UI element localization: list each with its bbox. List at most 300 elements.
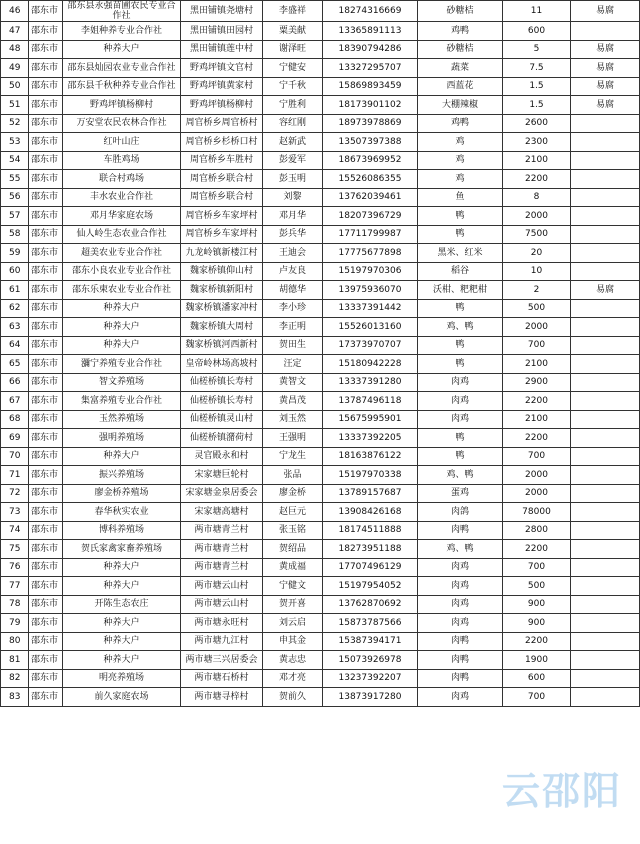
cell-quantity: 78000: [503, 503, 571, 522]
cell-location: 两市塘青兰村: [181, 521, 263, 540]
table-row: [1, 577, 640, 596]
cell-contact-name: 宁千秋: [263, 77, 323, 96]
cell-location: 宋家塘金泉居委会: [181, 484, 263, 503]
cell-organization-name: 强明养殖场: [63, 429, 181, 448]
cell-contact-name: 李盛祥: [263, 1, 323, 22]
cell-product: 肉鸡: [418, 392, 503, 411]
cell-note: [571, 244, 640, 263]
cell-organization-name: 联合村鸡场: [63, 170, 181, 189]
cell-note: [571, 484, 640, 503]
cell-phone-number: 15869893459: [323, 77, 418, 96]
cell-row-number: 59: [1, 244, 29, 263]
cell-city: 邵东市: [29, 503, 63, 522]
cell-organization-name: 贺氏家禽家畜养殖场: [63, 540, 181, 559]
cell-product: 肉鸭: [418, 521, 503, 540]
cell-contact-name: 彭爱军: [263, 151, 323, 170]
cell-row-number: 60: [1, 262, 29, 281]
cell-quantity: 2200: [503, 392, 571, 411]
cell-organization-name: 博科养殖场: [63, 521, 181, 540]
cell-quantity: 2200: [503, 632, 571, 651]
cell-row-number: 73: [1, 503, 29, 522]
cell-city: 邵东市: [29, 59, 63, 78]
cell-row-number: 70: [1, 447, 29, 466]
table-row: [1, 151, 640, 170]
cell-phone-number: 13337391442: [323, 299, 418, 318]
table-row: [1, 336, 640, 355]
cell-product: 稻谷: [418, 262, 503, 281]
cell-contact-name: 谢泽旺: [263, 40, 323, 59]
cell-organization-name: 种养大户: [63, 614, 181, 633]
cell-note: [571, 669, 640, 688]
cell-location: 仙槎桥镇长寿村: [181, 392, 263, 411]
cell-product: 西蓝花: [418, 77, 503, 96]
cell-row-number: 58: [1, 225, 29, 244]
cell-phone-number: 13762039461: [323, 188, 418, 207]
cell-city: 邵东市: [29, 207, 63, 226]
cell-phone-number: 15387394171: [323, 632, 418, 651]
cell-phone-number: 15873787566: [323, 614, 418, 633]
cell-product: 鸭: [418, 336, 503, 355]
cell-contact-name: 宁健安: [263, 59, 323, 78]
cell-row-number: 82: [1, 669, 29, 688]
cell-note: [571, 503, 640, 522]
table-row: [1, 540, 640, 559]
cell-phone-number: 15197954052: [323, 577, 418, 596]
cell-quantity: 1900: [503, 651, 571, 670]
cell-phone-number: 17707496129: [323, 558, 418, 577]
cell-row-number: 68: [1, 410, 29, 429]
cell-location: 魏家桥镇潘家冲村: [181, 299, 263, 318]
cell-row-number: 62: [1, 299, 29, 318]
cell-row-number: 49: [1, 59, 29, 78]
cell-organization-name: 邓月华家庭农场: [63, 207, 181, 226]
cell-contact-name: 彭玉明: [263, 170, 323, 189]
table-row: [1, 1, 640, 22]
cell-phone-number: 18173901102: [323, 96, 418, 115]
cell-quantity: 2100: [503, 355, 571, 374]
cell-note: [571, 114, 640, 133]
cell-phone-number: 17373970707: [323, 336, 418, 355]
cell-note: [571, 632, 640, 651]
cell-product: 肉鸡: [418, 558, 503, 577]
table-row: [1, 595, 640, 614]
cell-location: 宋家塘高塘村: [181, 503, 263, 522]
table-row: [1, 410, 640, 429]
table-row: [1, 614, 640, 633]
cell-product: 鸡: [418, 133, 503, 152]
cell-location: 两市塘三兴居委会: [181, 651, 263, 670]
cell-quantity: 700: [503, 688, 571, 707]
table-row: [1, 355, 640, 374]
cell-quantity: 2100: [503, 410, 571, 429]
cell-quantity: 600: [503, 22, 571, 41]
cell-quantity: 5: [503, 40, 571, 59]
cell-location: 野鸡坪镇杨柳村: [181, 96, 263, 115]
cell-city: 邵东市: [29, 614, 63, 633]
cell-row-number: 77: [1, 577, 29, 596]
cell-contact-name: 张品: [263, 466, 323, 485]
cell-phone-number: 13762870692: [323, 595, 418, 614]
cell-note: [571, 429, 640, 448]
cell-row-number: 81: [1, 651, 29, 670]
cell-quantity: 20: [503, 244, 571, 263]
cell-row-number: 47: [1, 22, 29, 41]
cell-product: 鱼: [418, 188, 503, 207]
cell-city: 邵东市: [29, 96, 63, 115]
cell-row-number: 78: [1, 595, 29, 614]
cell-location: 两市塘云山村: [181, 577, 263, 596]
cell-phone-number: 15180942228: [323, 355, 418, 374]
cell-product: 鸡: [418, 170, 503, 189]
table-row: [1, 96, 640, 115]
cell-product: 肉鸭: [418, 651, 503, 670]
cell-phone-number: 18973978869: [323, 114, 418, 133]
table-row: [1, 188, 640, 207]
cell-city: 邵东市: [29, 392, 63, 411]
cell-product: 黑米、红米: [418, 244, 503, 263]
cell-location: 仙槎桥镇潴荷村: [181, 429, 263, 448]
cell-product: 鸭: [418, 207, 503, 226]
cell-organization-name: 种养大户: [63, 632, 181, 651]
cell-contact-name: 赵新武: [263, 133, 323, 152]
cell-contact-name: 粟美献: [263, 22, 323, 41]
cell-quantity: 7500: [503, 225, 571, 244]
cell-product: 砂糖桔: [418, 1, 503, 22]
cell-phone-number: 15197970338: [323, 466, 418, 485]
table-row: [1, 22, 640, 41]
cell-contact-name: 黄昌茂: [263, 392, 323, 411]
table-row: [1, 632, 640, 651]
cell-location: 两市塘永旺村: [181, 614, 263, 633]
cell-organization-name: 邵东小良农业专业合作社: [63, 262, 181, 281]
cell-city: 邵东市: [29, 188, 63, 207]
table-row: [1, 225, 640, 244]
cell-product: 鸡、鸭: [418, 318, 503, 337]
cell-organization-name: 智文养殖场: [63, 373, 181, 392]
cell-contact-name: 宁龙生: [263, 447, 323, 466]
cell-city: 邵东市: [29, 484, 63, 503]
cell-product: 肉鸡: [418, 688, 503, 707]
cell-note: [571, 392, 640, 411]
cell-phone-number: 18273951188: [323, 540, 418, 559]
cell-organization-name: 瀰宁养殖专业合作社: [63, 355, 181, 374]
cell-contact-name: 彭兵华: [263, 225, 323, 244]
cell-organization-name: 开陈生态农庄: [63, 595, 181, 614]
cell-phone-number: 18174511888: [323, 521, 418, 540]
cell-city: 邵东市: [29, 281, 63, 300]
cell-contact-name: 赵巨元: [263, 503, 323, 522]
cell-city: 邵东市: [29, 540, 63, 559]
table-row: [1, 447, 640, 466]
cell-city: 邵东市: [29, 651, 63, 670]
cell-organization-name: 种养大户: [63, 651, 181, 670]
cell-product: 鸭: [418, 355, 503, 374]
cell-organization-name: 种养大户: [63, 299, 181, 318]
cell-note: [571, 521, 640, 540]
cell-note: [571, 170, 640, 189]
cell-quantity: 2000: [503, 318, 571, 337]
cell-quantity: 700: [503, 558, 571, 577]
cell-row-number: 52: [1, 114, 29, 133]
cell-organization-name: 红叶山庄: [63, 133, 181, 152]
table-row: [1, 392, 640, 411]
cell-location: 魏家桥镇大周村: [181, 318, 263, 337]
cell-contact-name: 贺开喜: [263, 595, 323, 614]
cell-city: 邵东市: [29, 318, 63, 337]
cell-note: [571, 336, 640, 355]
cell-quantity: 500: [503, 299, 571, 318]
cell-contact-name: 张玉铭: [263, 521, 323, 540]
cell-quantity: 900: [503, 614, 571, 633]
cell-product: 鸭: [418, 447, 503, 466]
cell-product: 肉鸡: [418, 595, 503, 614]
cell-location: 野鸡坪镇黄家村: [181, 77, 263, 96]
table-row: [1, 262, 640, 281]
cell-product: 肉鸡: [418, 614, 503, 633]
cell-location: 九龙岭镇新楼江村: [181, 244, 263, 263]
cell-phone-number: 13787496118: [323, 392, 418, 411]
cell-note: 易腐: [571, 59, 640, 78]
cell-location: 仙槎桥镇灵山村: [181, 410, 263, 429]
cell-row-number: 75: [1, 540, 29, 559]
table-row: [1, 466, 640, 485]
table-row: [1, 299, 640, 318]
cell-organization-name: 春华秋实农业: [63, 503, 181, 522]
cell-note: [571, 373, 640, 392]
cell-row-number: 71: [1, 466, 29, 485]
table-row: [1, 521, 640, 540]
cell-quantity: 2000: [503, 207, 571, 226]
cell-city: 邵东市: [29, 244, 63, 263]
cell-contact-name: 邓月华: [263, 207, 323, 226]
cell-city: 邵东市: [29, 22, 63, 41]
cell-quantity: 2600: [503, 114, 571, 133]
table-row: [1, 651, 640, 670]
table-row: [1, 207, 640, 226]
watermark-logo: 云邵阳: [501, 769, 622, 813]
cell-contact-name: 王迪会: [263, 244, 323, 263]
cell-contact-name: 宁胜利: [263, 96, 323, 115]
cell-organization-name: 廖金桥养殖场: [63, 484, 181, 503]
cell-location: 魏家桥镇新阳村: [181, 281, 263, 300]
cell-city: 邵东市: [29, 40, 63, 59]
cell-note: [571, 355, 640, 374]
cell-city: 邵东市: [29, 151, 63, 170]
cell-city: 邵东市: [29, 373, 63, 392]
table-row: [1, 59, 640, 78]
cell-quantity: 2000: [503, 466, 571, 485]
table-row: [1, 373, 640, 392]
cell-note: 易腐: [571, 281, 640, 300]
table-row: [1, 558, 640, 577]
cell-note: [571, 540, 640, 559]
cell-phone-number: 18274316669: [323, 1, 418, 22]
cell-phone-number: 13327295707: [323, 59, 418, 78]
cell-quantity: 1.5: [503, 77, 571, 96]
table-row: [1, 281, 640, 300]
cell-product: 蛋鸡: [418, 484, 503, 503]
cell-row-number: 74: [1, 521, 29, 540]
table-body: [1, 1, 640, 707]
cell-location: 两市塘云山村: [181, 595, 263, 614]
cell-product: 肉鸡: [418, 410, 503, 429]
table-row: [1, 503, 640, 522]
cell-row-number: 61: [1, 281, 29, 300]
cell-city: 邵东市: [29, 133, 63, 152]
cell-contact-name: 容红刚: [263, 114, 323, 133]
cell-quantity: 2100: [503, 151, 571, 170]
cell-note: [571, 688, 640, 707]
cell-organization-name: 野鸡坪镇杨柳村: [63, 96, 181, 115]
cell-city: 邵东市: [29, 521, 63, 540]
cell-quantity: 2300: [503, 133, 571, 152]
cell-product: 鸡鸭: [418, 114, 503, 133]
cell-row-number: 76: [1, 558, 29, 577]
cell-location: 仙槎桥镇长寿村: [181, 373, 263, 392]
cell-note: [571, 188, 640, 207]
cell-row-number: 80: [1, 632, 29, 651]
cell-contact-name: 黄智文: [263, 373, 323, 392]
cell-location: 魏家桥镇仰山村: [181, 262, 263, 281]
cell-location: 周官桥乡联合村: [181, 170, 263, 189]
cell-row-number: 50: [1, 77, 29, 96]
cell-city: 邵东市: [29, 336, 63, 355]
cell-quantity: 2: [503, 281, 571, 300]
cell-organization-name: 李姐种养专业合作社: [63, 22, 181, 41]
cell-note: [571, 614, 640, 633]
cell-contact-name: 贺前久: [263, 688, 323, 707]
cell-note: [571, 651, 640, 670]
cell-product: 鸡、鸭: [418, 540, 503, 559]
cell-row-number: 83: [1, 688, 29, 707]
cell-contact-name: 廖金桥: [263, 484, 323, 503]
cell-row-number: 57: [1, 207, 29, 226]
cell-product: 大棚辣椒: [418, 96, 503, 115]
cell-row-number: 56: [1, 188, 29, 207]
cell-organization-name: 种养大户: [63, 447, 181, 466]
cell-contact-name: 黄成福: [263, 558, 323, 577]
cell-note: [571, 595, 640, 614]
cell-quantity: 1.5: [503, 96, 571, 115]
cell-contact-name: 刘云启: [263, 614, 323, 633]
cell-product: 肉鸡: [418, 373, 503, 392]
cell-phone-number: 13789157687: [323, 484, 418, 503]
cell-row-number: 63: [1, 318, 29, 337]
cell-quantity: 500: [503, 577, 571, 596]
cell-quantity: 2200: [503, 170, 571, 189]
cell-location: 皇帝岭林场高坡村: [181, 355, 263, 374]
cell-contact-name: 刘玉然: [263, 410, 323, 429]
cell-contact-name: 王强明: [263, 429, 323, 448]
cell-note: [571, 299, 640, 318]
cell-location: 周官桥乡车家坪村: [181, 207, 263, 226]
cell-location: 黑田铺镇莲中村: [181, 40, 263, 59]
cell-location: 两市塘石桥村: [181, 669, 263, 688]
cell-location: 灵官殿永和村: [181, 447, 263, 466]
cell-organization-name: 邵东乐柬农业专业合作社: [63, 281, 181, 300]
cell-phone-number: 17711799987: [323, 225, 418, 244]
cell-row-number: 65: [1, 355, 29, 374]
cell-location: 魏家桥镇河西新村: [181, 336, 263, 355]
cell-location: 周官桥乡车胜村: [181, 151, 263, 170]
cell-note: [571, 558, 640, 577]
cell-organization-name: 种养大户: [63, 40, 181, 59]
cell-contact-name: 汪定: [263, 355, 323, 374]
cell-row-number: 53: [1, 133, 29, 152]
cell-row-number: 69: [1, 429, 29, 448]
table-row: [1, 244, 640, 263]
cell-phone-number: 15526086355: [323, 170, 418, 189]
table-row: [1, 669, 640, 688]
cell-quantity: 8: [503, 188, 571, 207]
cell-note: [571, 318, 640, 337]
cell-city: 邵东市: [29, 1, 63, 22]
cell-city: 邵东市: [29, 669, 63, 688]
table-row: [1, 484, 640, 503]
cell-note: 易腐: [571, 1, 640, 22]
cell-phone-number: 13873917280: [323, 688, 418, 707]
cell-city: 邵东市: [29, 77, 63, 96]
cell-product: 肉鸭: [418, 669, 503, 688]
cell-row-number: 64: [1, 336, 29, 355]
cell-phone-number: 13337392205: [323, 429, 418, 448]
cell-organization-name: 种养大户: [63, 558, 181, 577]
cell-location: 两市塘九江村: [181, 632, 263, 651]
cell-contact-name: 贺田生: [263, 336, 323, 355]
table-row: [1, 318, 640, 337]
cell-location: 两市塘青兰村: [181, 558, 263, 577]
cell-city: 邵东市: [29, 262, 63, 281]
table-row: [1, 170, 640, 189]
cell-organization-name: 明亮养殖场: [63, 669, 181, 688]
table-row: [1, 133, 640, 152]
cell-organization-name: 玉然养殖场: [63, 410, 181, 429]
cell-contact-name: 卢友良: [263, 262, 323, 281]
cell-phone-number: 13365891113: [323, 22, 418, 41]
cell-quantity: 2900: [503, 373, 571, 392]
table-row: [1, 40, 640, 59]
cell-phone-number: 15675995901: [323, 410, 418, 429]
cell-product: 鸡鸭: [418, 22, 503, 41]
cell-note: 易腐: [571, 96, 640, 115]
cell-contact-name: 李正明: [263, 318, 323, 337]
cell-contact-name: 宁健文: [263, 577, 323, 596]
cell-phone-number: 18390794286: [323, 40, 418, 59]
cell-phone-number: 15526013160: [323, 318, 418, 337]
cell-product: 鸭: [418, 429, 503, 448]
cell-phone-number: 13507397388: [323, 133, 418, 152]
cell-location: 周官桥乡车家坪村: [181, 225, 263, 244]
cell-note: [571, 207, 640, 226]
cell-product: 蔬菜: [418, 59, 503, 78]
cell-note: [571, 447, 640, 466]
cell-organization-name: 邵东县千秋种养专业合作社: [63, 77, 181, 96]
cell-location: 周官桥乡杉桥口村: [181, 133, 263, 152]
cell-phone-number: 15197970306: [323, 262, 418, 281]
cell-city: 邵东市: [29, 355, 63, 374]
cell-organization-name: 集富养殖专业合作社: [63, 392, 181, 411]
cell-note: [571, 262, 640, 281]
cell-product: 鸭: [418, 225, 503, 244]
cell-row-number: 66: [1, 373, 29, 392]
cell-organization-name: 前久家庭农场: [63, 688, 181, 707]
cell-product: 砂糖桔: [418, 40, 503, 59]
cell-location: 野鸡坪镇文官村: [181, 59, 263, 78]
cell-note: [571, 133, 640, 152]
cell-contact-name: 胡德华: [263, 281, 323, 300]
cell-row-number: 48: [1, 40, 29, 59]
cell-quantity: 2800: [503, 521, 571, 540]
